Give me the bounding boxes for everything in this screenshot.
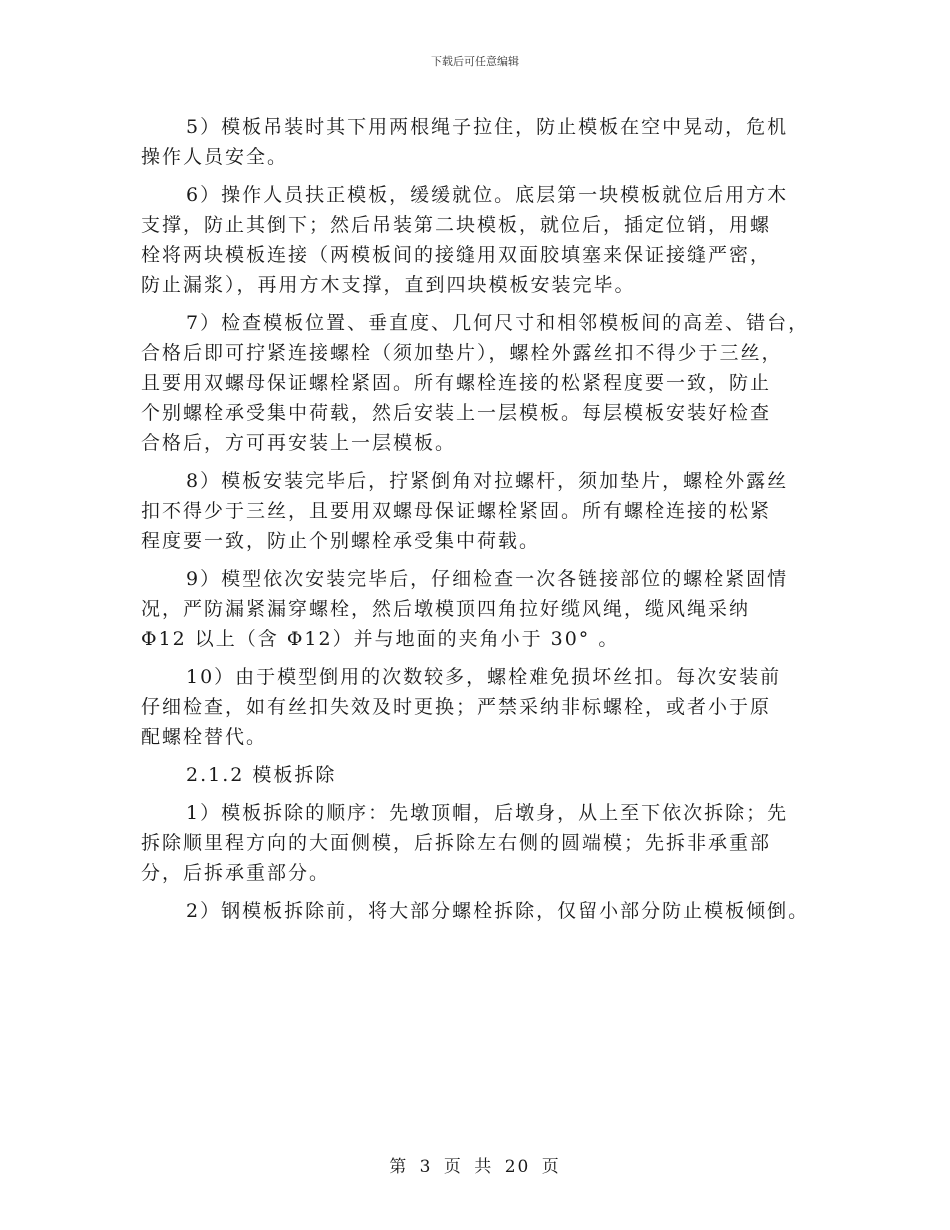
text-line: 配螺栓替代。 (141, 726, 268, 748)
text-line: 防止漏浆），再用方木支撑，直到四块模板安装完毕。 (141, 274, 636, 296)
text-line: 9）模型依次安装完毕后，仔细检查一次各链接部位的螺栓紧固情 (186, 568, 789, 590)
footer-label-unit: 页 (443, 1157, 463, 1177)
page-number-footer (0, 1152, 950, 1177)
text-line: 个别螺栓承受集中荷载，然后安装上一层模板。每层模板安装好检查 (141, 402, 772, 424)
text-line: 且要用双螺母保证螺栓紧固。所有螺栓连接的松紧程度要一致，防止 (141, 372, 772, 394)
text-line: 2）钢模板拆除前，将大部分螺栓拆除，仅留小部分防止模板倾倒。 (186, 900, 810, 922)
section-heading (141, 760, 821, 790)
paragraph (141, 308, 821, 458)
text-line: 7）检查模板位置、垂直度、几何尺寸和相邻模板间的高差、错台， (186, 312, 810, 334)
paragraph (141, 564, 821, 654)
paragraph (141, 180, 821, 300)
current-page-number: 3 (419, 1157, 433, 1177)
text-line: 栓将两块模板连接（两模板间的接缝用双面胶填塞来保证接缝严密， (141, 244, 772, 266)
paragraph (141, 798, 821, 888)
text-line: 操作人员安全。 (141, 146, 289, 168)
footer-label-unit2: 页 (541, 1157, 561, 1177)
text-line: 合格后，方可再安装上一层模板。 (141, 432, 457, 454)
text-line: 6）操作人员扶正模板，缓缓就位。底层第一块模板就位后用方木 (186, 184, 789, 206)
text-line: 5）模板吊装时其下用两根绳子拉住，防止模板在空中晃动，危机 (186, 116, 789, 138)
text-line: 扣不得少于三丝，且要用双螺母保证螺栓紧固。所有螺栓连接的松紧 (141, 500, 772, 522)
footer-label-total: 共 (474, 1157, 494, 1177)
text-line: 支撑，防止其倒下；然后吊装第二块模板，就位后，插定位销，用螺 (141, 214, 772, 236)
text-line: 合格后即可拧紧连接螺栓（须加垫片），螺栓外露丝扣不得少于三丝， (141, 342, 783, 364)
text-line: 仔细检查，如有丝扣失效及时更换；严禁采纳非标螺栓，或者小于原 (141, 696, 772, 718)
paragraph (141, 112, 821, 172)
text-line: 1）模板拆除的顺序：先墩顶帽，后墩身，从上至下依次拆除；先 (186, 802, 789, 824)
total-pages-number: 20 (504, 1157, 531, 1177)
text-line: 分，后拆承重部分。 (141, 862, 331, 884)
text-line: 8）模板安装完毕后，拧紧倒角对拉螺杆，须加垫片，螺栓外露丝 (186, 470, 789, 492)
document-body (141, 112, 821, 926)
text-line: 10）由于模型倒用的次数较多，螺栓难免损坏丝扣。每次安装前 (186, 666, 782, 688)
paragraph (141, 466, 821, 556)
text-line: 拆除顺里程方向的大面侧模，后拆除左右侧的圆端模；先拆非承重部 (141, 832, 772, 854)
section-heading-text: 2.1.2 模板拆除 (186, 764, 337, 786)
paragraph (141, 662, 821, 752)
page-header: 下载后可任意编辑 (431, 55, 519, 68)
text-line: 程度要一致，防止个别螺栓承受集中荷载。 (141, 530, 541, 552)
text-line: Φ12 以上（含 Φ12）并与地面的夹角小于 30° 。 (141, 628, 620, 650)
text-line: 况，严防漏紧漏穿螺栓，然后墩模顶四角拉好缆风绳，缆风绳采纳 (141, 598, 751, 620)
paragraph (141, 896, 821, 926)
footer-label-page: 第 (389, 1157, 409, 1177)
